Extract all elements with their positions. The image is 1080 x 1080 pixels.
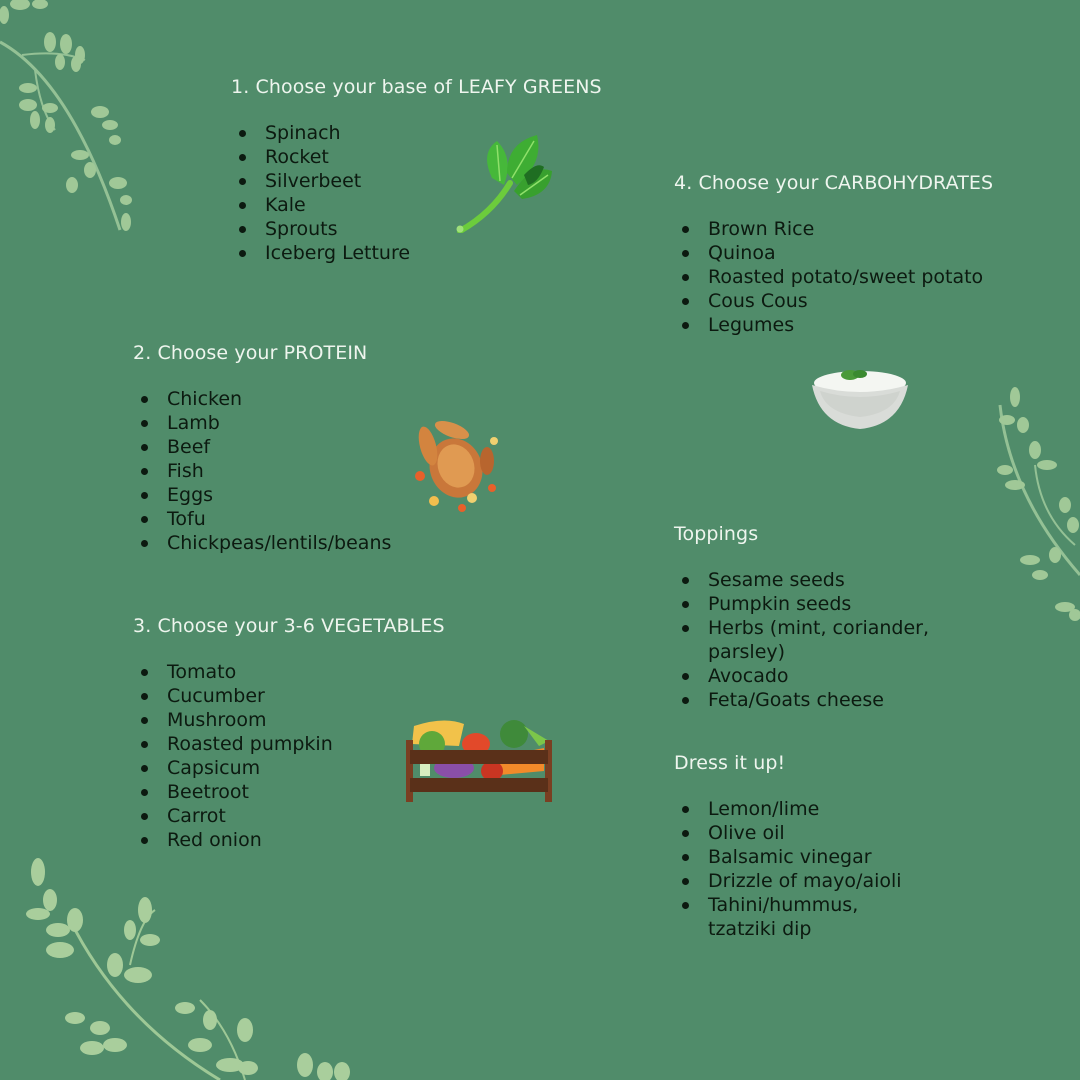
list-item: Brown Rice [708,217,993,241]
list-item: Feta/Goats cheese [708,688,938,712]
list-item: Capsicum [167,756,445,780]
section-heading: Toppings [674,523,759,545]
list-item: Lemon/lime [708,797,908,821]
vegetable-crate-icon [404,716,554,804]
section-protein [133,342,391,555]
spinach-leaf-icon [452,133,556,233]
list-item: Carrot [167,804,445,828]
list-item: Quinoa [708,241,993,265]
list-item: Chickpeas/lentils/beans [167,532,392,554]
list-item: Drizzle of mayo/aioli [708,869,908,893]
list-item: Cucumber [167,684,445,708]
list-item: Cous Cous [708,289,993,313]
section-dressing [674,752,908,941]
list-item: Tahini/hummus, tzatziki dip [708,893,908,941]
list-item: Pumpkin seeds [708,592,938,616]
dressing-list [674,797,908,941]
leaf-branch-top-left-icon [0,0,160,240]
carbohydrates-list [674,217,993,337]
section-heading: 1. Choose your base of LEAFY GREENS [231,76,602,98]
list-item: Beetroot [167,780,445,804]
list-item: Olive oil [708,821,908,845]
list-item: Eggs [167,483,391,507]
list-item: Avocado [708,664,938,688]
list-item: Sesame seeds [708,568,938,592]
list-item: Rocket [265,145,602,169]
leaf-branch-bottom-left-icon [20,850,380,1080]
list-item: Iceberg Letture [265,241,602,265]
list-item: Herbs (mint, coriander, parsley) [708,616,938,664]
section-heading: 2. Choose your PROTEIN [133,342,368,364]
roast-chicken-icon [412,416,504,516]
leaf-branch-right-icon [985,375,1080,625]
section-heading: Dress it up! [674,752,786,774]
protein-list [133,387,391,555]
toppings-list [674,568,938,712]
list-item: Tofu [167,507,391,531]
list-item: Balsamic vinegar [708,845,908,869]
list-item: Fish [167,459,391,483]
section-toppings [674,523,938,712]
rice-bowl-icon [810,365,910,431]
list-item: Sprouts [265,217,602,241]
section-vegetables [133,615,445,852]
list-item: Red onion [167,828,445,852]
list-item: Spinach [265,121,602,145]
list-item: Roasted pumpkin [167,732,445,756]
list-item: Chicken [167,387,391,411]
list-item: Legumes [708,313,993,337]
list-item: Beef [167,435,391,459]
list-item: Roasted potato/sweet potato [708,265,993,289]
section-carbohydrates [674,172,993,337]
list-item: Lamb [167,411,391,435]
list-item: Kale [265,193,602,217]
section-heading: 4. Choose your CARBOHYDRATES [674,172,994,194]
list-item: Silverbeet [265,169,602,193]
vegetables-list [133,660,445,852]
list-item: Mushroom [167,708,445,732]
list-item: Tomato [167,660,445,684]
section-heading: 3. Choose your 3-6 VEGETABLES [133,615,445,637]
